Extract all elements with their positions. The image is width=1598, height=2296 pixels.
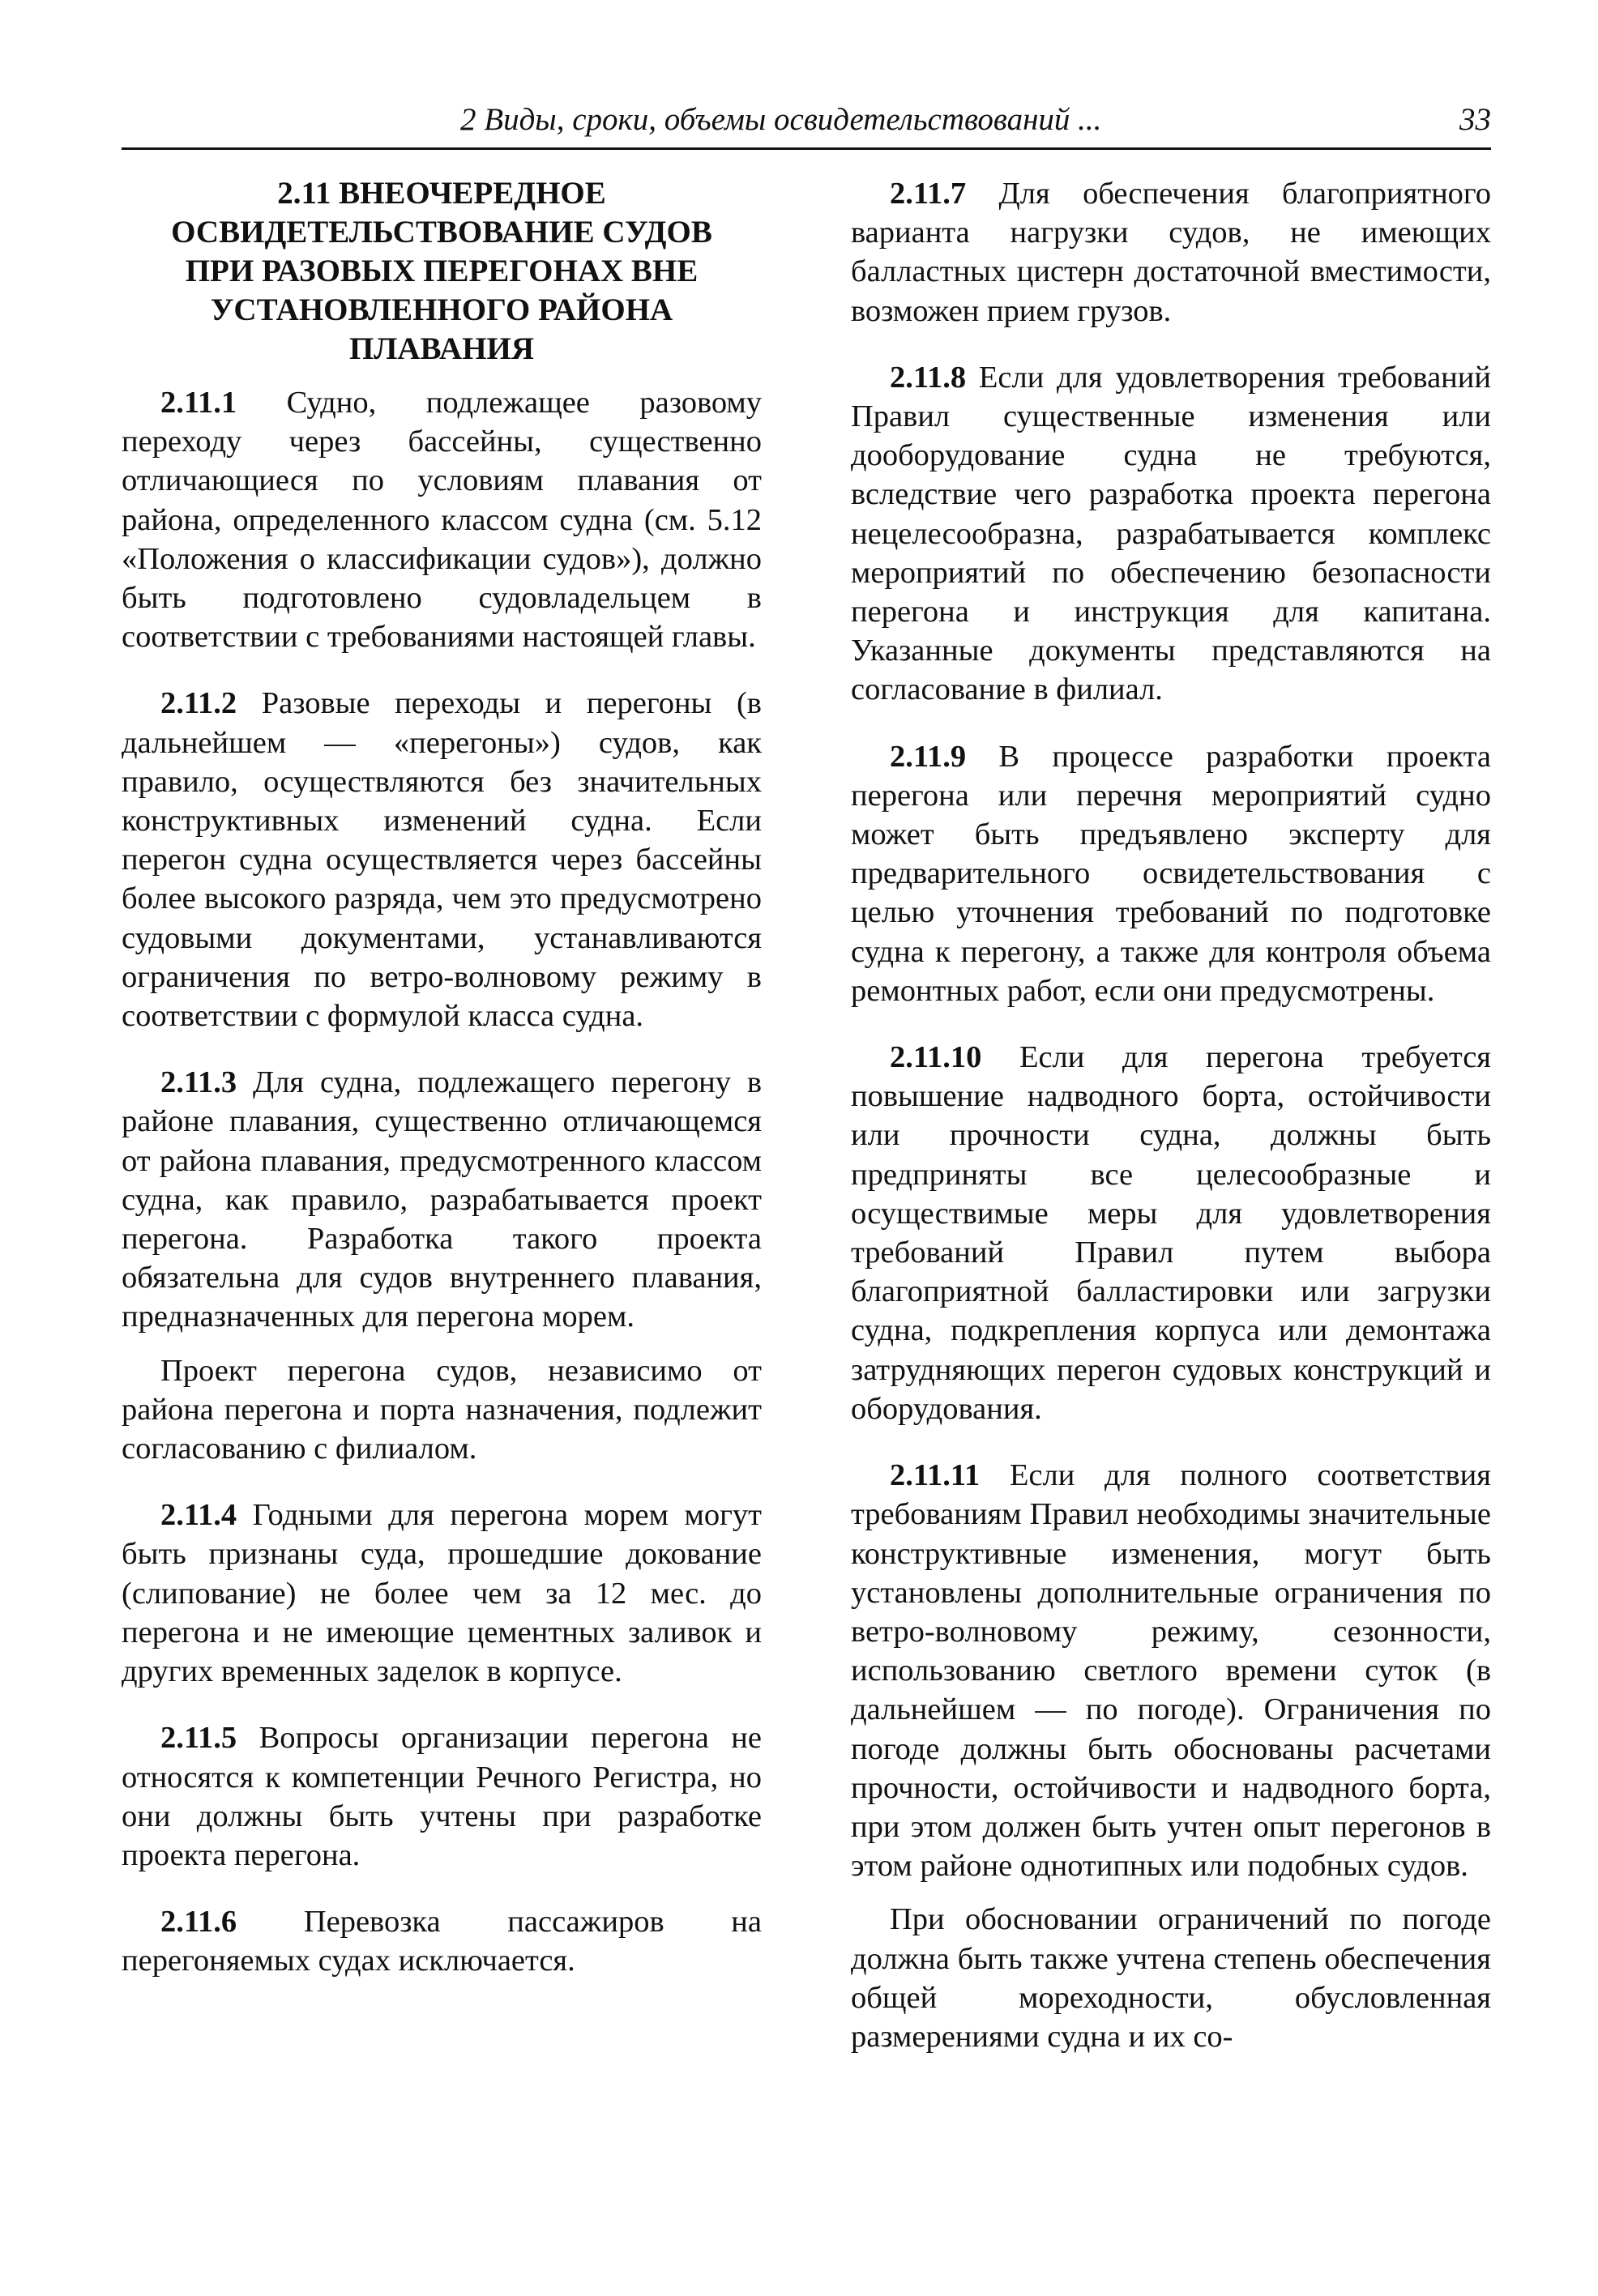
paragraph-2-11-2 (122, 684, 762, 1035)
paragraph-text: Разовые переходы и перегоны (в дальнейшем — «перегоны») судов, как правило, осуществляются без значительных конструктивных изменений судна. Если перегон судна осуществляется через бассейны более высокого разряда, чем это предусмотрено судовыми документами, устанавливаются ограничения по ветро-волновому режиму в соответствии с формулой класса судна. (122, 686, 762, 1034)
section-title-line: ПРИ РАЗОВЫХ ПЕРЕГОНАХ ВНЕ (185, 254, 699, 288)
paragraph-text: Если для полного соответствия требованиям Правил необходимы значительные конструктивные изменения, могут быть установлены дополнительные ограничения по ветро-волновому режиму, сезонности, использованию светлого времени суток (в дальнейшем — по погоде). Ограничения по погоде должны быть обоснованы расчетами прочности, остойчивости и надводного борта, при этом должен быть учтен опыт перегонов в этом районе однотипных или подобных судов. (851, 1458, 1491, 1884)
paragraph-2-11-11 (851, 1456, 1491, 1885)
paragraph-2-11-6 (122, 1902, 762, 1980)
paragraph-text: Для судна, подлежащего перегону в районе плавания, существенно отличающемся от района плавания, предусмотренного классом судна, как правило, разрабатывается проект перегона. Разработка такого проекта обязательна для судов внутреннего плавания, предназначенных для перегона морем. (122, 1065, 762, 1334)
paragraph-2-11-11-continued (851, 1900, 1491, 2056)
paragraph-2-11-1 (122, 383, 762, 656)
document-page (122, 97, 1491, 2236)
paragraph-number: 2.11.4 (160, 1498, 237, 1533)
paragraph-2-11-5 (122, 1718, 762, 1875)
section-title (122, 174, 762, 369)
paragraph-2-11-3 (122, 1063, 762, 1336)
right-column (851, 174, 1491, 2084)
paragraph-number: 2.11.6 (160, 1905, 237, 1940)
paragraph-number: 2.11.7 (890, 177, 967, 211)
left-column (122, 174, 762, 2008)
paragraph-text: Перевозка пассажиров на перегоняемых судах исключается. (122, 1905, 762, 1978)
paragraph-text: В процессе разработки проекта перегона или перечня мероприятий судно может быть предъявлено эксперту для предварительного освидетельствования с целью уточнения требований по подготовке судна к перегону, а также для контроля объема ремонтных работ, если они предусмотрены. (851, 739, 1491, 1008)
paragraph-number: 2.11.5 (160, 1721, 237, 1756)
paragraph-text: Проект перегона судов, независимо от района перегона и порта назначения, подлежит согласованию с филиалом. (122, 1353, 762, 1466)
paragraph-number: 2.11.3 (160, 1065, 237, 1100)
paragraph-number: 2.11.2 (160, 686, 237, 721)
paragraph-number: 2.11.10 (890, 1040, 982, 1075)
paragraph-text: Годными для перегона морем могут быть признаны суда, прошедшие докование (слипование) не более чем за 12 мес. до перегона и не имеющие цементных заливок и других временных заделок в корпусе. (122, 1498, 762, 1689)
paragraph-number: 2.11.9 (890, 739, 967, 774)
paragraph-2-11-7 (851, 174, 1491, 331)
running-header (122, 97, 1491, 150)
paragraph-text: Если для перегона требуется повышение надводного борта, остойчивости или прочности судна, должны быть предприняты все целесообразные и осуществимые меры для удовлетворения требований Правил путем выбора благоприятной балластировки или загрузки судна, подкрепления корпуса или демонтажа затрудняющих перегон судовых конструкций и оборудования. (851, 1040, 1491, 1426)
paragraph-text: Вопросы организации перегона не относятся к компетенции Речного Регистра, но они должны быть учтены при разработке проекта перегона. (122, 1721, 762, 1872)
paragraph-2-11-3-continued (122, 1351, 762, 1469)
running-title: 2 Виды, сроки, объемы освидетельствований ... (460, 102, 1102, 137)
paragraph-number: 2.11.8 (890, 360, 967, 395)
paragraph-2-11-9 (851, 737, 1491, 1010)
paragraph-2-11-4 (122, 1496, 762, 1691)
section-title-line: УСТАНОВЛЕННОГО РАЙОНА (210, 292, 673, 327)
page-number: 33 (1459, 102, 1491, 137)
paragraph-text: Для обеспечения благоприятного варианта нагрузки судов, не имеющих балластных цистерн достаточной вместимости, возможен прием грузов. (851, 177, 1491, 328)
paragraph-number: 2.11.1 (160, 386, 237, 420)
section-title-line: ОСВИДЕТЕЛЬСТВОВАНИЕ СУДОВ (171, 215, 712, 250)
paragraph-2-11-10 (851, 1038, 1491, 1428)
paragraph-text: Судно, подлежащее разовому переходу через бассейны, существенно отличающиеся по условиям плавания от района, определенного классом судна (см. 5.12 «Положения о классификации судов»), должно быть подготовлено судовладельцем в соответствии с требованиями настоящей главы. (122, 386, 762, 655)
section-title-line: 2.11 ВНЕОЧЕРЕДНОЕ (277, 176, 606, 211)
paragraph-text: При обосновании ограничений по погоде должна быть также учтена степень обеспечения общей мореходности, обусловленная размерениями судна и их со- (851, 1902, 1491, 2054)
paragraph-2-11-8 (851, 358, 1491, 710)
paragraph-number: 2.11.11 (890, 1458, 981, 1493)
section-title-line: ПЛАВАНИЯ (348, 331, 535, 366)
paragraph-text: Если для удовлетворения требований Правил существенные изменения или дооборудование судна не требуются, вследствие чего разработка проекта перегона нецелесообразна, разрабатывается комплекс мероприятий по обеспечению безопасности перегона и инструкция для капитана. Указанные документы представляются на согласование в филиал. (851, 360, 1491, 707)
